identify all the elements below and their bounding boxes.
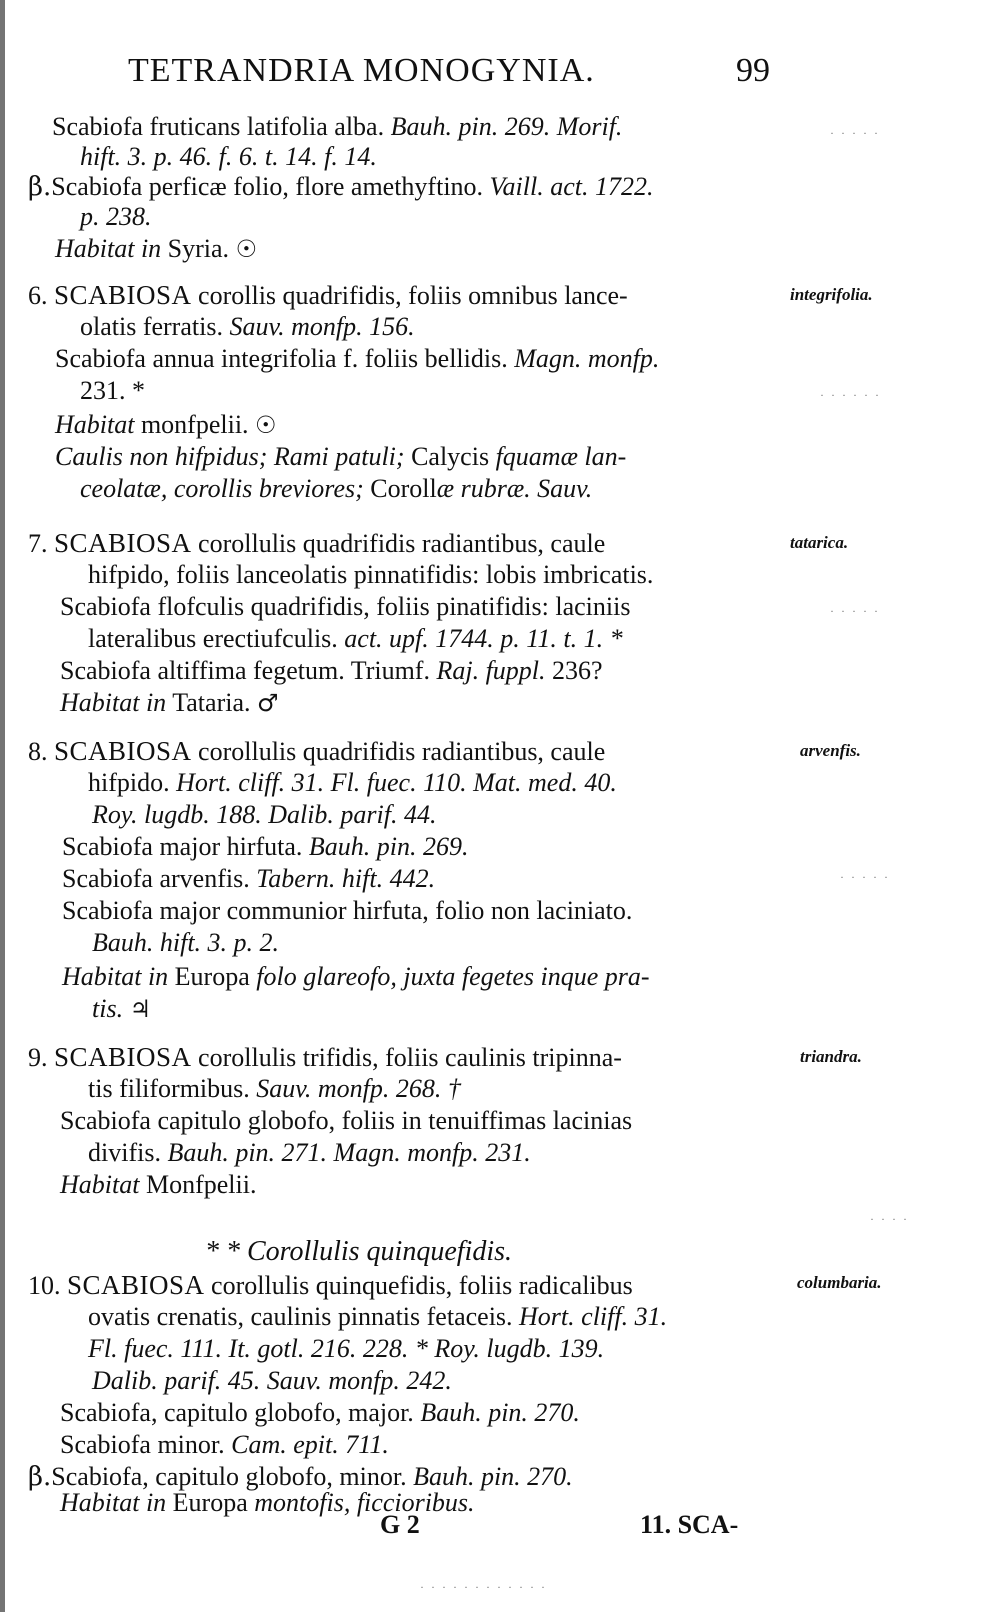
e6-observation-line-2: ceolatæ, corollis breviores; Corollæ rubræ. Sauv.	[80, 474, 593, 503]
scan-noise: · · · · ·	[830, 604, 880, 618]
e6-diagnosis-line-1: 6. SCABIOSA corollis quadrifidis, foliis omnibus lance-	[28, 280, 628, 310]
annual-symbol-icon: ☉	[255, 411, 277, 439]
e5-habitat: Habitat in Syria. ☉	[55, 234, 258, 263]
catchword: 11. SCA-	[640, 1510, 739, 1539]
e10-habitat: Habitat in Europa montofis, ficcioribus.	[60, 1488, 475, 1517]
e9-synonym-line-2: divifis. Bauh. pin. 271. Magn. monfp. 231.	[88, 1138, 531, 1167]
e8-habitat-line-2: tis. ♃	[92, 994, 152, 1023]
running-header	[0, 52, 1000, 92]
e10-synonym-1: Scabiofa, capitulo globofo, major. Bauh. pin. 270.	[60, 1398, 580, 1427]
beta-marker: β.	[28, 1462, 52, 1492]
e6-habitat: Habitat monfpelii. ☉	[55, 410, 277, 439]
scan-noise: · · · · · ·	[820, 388, 881, 402]
e8-synonym-3-line-2: Bauh. hift. 3. p. 2.	[92, 928, 280, 957]
e10-diagnosis-line-1: 10. SCABIOSA corollulis quinquefidis, foliis radicalibus	[28, 1270, 633, 1300]
e8-synonym-2: Scabiofa arvenfis. Tabern. hift. 442.	[62, 864, 436, 893]
e7-margin-epithet: tatarica.	[790, 533, 849, 552]
scan-noise: · · · · ·	[840, 870, 890, 884]
biennial-symbol-icon: ♂	[257, 689, 279, 717]
e8-synonym-3-line-1: Scabiofa major communior hirfuta, folio non laciniato.	[62, 896, 633, 925]
e10-synonym-2: Scabiofa minor. Cam. epit. 711.	[60, 1430, 389, 1459]
e6-synonym-line-1: Scabiofa annua integrifolia f. foliis bellidis. Magn. monfp.	[55, 344, 660, 373]
perennial-symbol-icon: ♃	[129, 995, 152, 1023]
e9-synonym-line-1: Scabiofa capitulo globofo, foliis in tenuiffimas lacinias	[60, 1106, 633, 1135]
e9-diagnosis-line-2: tis filiformibus. Sauv. monfp. 268. †	[88, 1074, 461, 1103]
e8-diagnosis-line-3: Roy. lugdb. 188. Dalib. parif. 44.	[92, 800, 437, 829]
scan-noise: · · · · · · · · · · · ·	[420, 1580, 547, 1594]
section-heading: * * Corollulis quinquefidis.	[205, 1236, 512, 1267]
e10-diagnosis-line-4: Dalib. parif. 45. Sauv. monfp. 242.	[92, 1366, 452, 1395]
e10-diagnosis-line-3: Fl. fuec. 111. It. gotl. 216. 228. * Roy. lugdb. 139.	[88, 1334, 605, 1363]
e7-diagnosis-line-1: 7. SCABIOSA corollulis quadrifidis radiantibus, caule	[28, 528, 606, 558]
e6-observation-line-1: Caulis non hifpidus; Rami patuli; Calycis fquamæ lan-	[55, 442, 627, 471]
running-title: TETRANDRIA MONOGYNIA.	[128, 52, 595, 89]
scan-noise: · · · · ·	[830, 126, 880, 140]
e5-variety-beta-line-1: β.Scabiofa perficæ folio, flore amethyftino. Vaill. act. 1722.	[28, 172, 654, 202]
scan-noise: · · · ·	[870, 1212, 909, 1226]
e10-variety-beta: β.Scabiofa, capitulo globofo, minor. Bauh. pin. 270.	[28, 1462, 573, 1492]
e7-synonym-line-3: Scabiofa altiffima fegetum. Triumf. Raj. fuppl. 236?	[60, 656, 603, 685]
e8-margin-epithet: arvenfis.	[800, 741, 861, 760]
page-number: 99	[736, 52, 770, 89]
e6-synonym-line-2: 231. *	[80, 376, 145, 405]
e9-margin-epithet: triandra.	[800, 1047, 862, 1066]
e9-diagnosis-line-1: 9. SCABIOSA corollulis trifidis, foliis caulinis tripinna-	[28, 1042, 622, 1072]
e7-synonym-line-1: Scabiofa flofculis quadrifidis, foliis pinatifidis: laciniis	[60, 592, 631, 621]
e8-habitat-line-1: Habitat in Europa folo glareofo, juxta fegetes inque pra-	[62, 962, 650, 991]
e7-diagnosis-line-2: hifpido, foliis lanceolatis pinnatifidis: lobis imbricatis.	[88, 560, 654, 589]
e10-diagnosis-line-2: ovatis crenatis, caulinis pinnatis fetaceis. Hort. cliff. 31.	[88, 1302, 668, 1331]
e8-diagnosis-line-2: hifpido. Hort. cliff. 31. Fl. fuec. 110. Mat. med. 40.	[88, 768, 617, 797]
page-footer	[0, 1510, 1000, 1544]
annual-symbol-icon: ☉	[235, 235, 258, 263]
e6-margin-epithet: integrifolia.	[790, 285, 873, 304]
e8-synonym-1: Scabiofa major hirfuta. Bauh. pin. 269.	[62, 832, 469, 861]
e5-synonym-line-1: Scabiofa fruticans latifolia alba. Bauh. pin. 269. Morif.	[52, 112, 623, 141]
e10-margin-epithet: columbaria.	[797, 1273, 882, 1292]
e5-synonym-line-2: hift. 3. p. 46. f. 6. t. 14. f. 14.	[80, 142, 377, 171]
e5-variety-beta-line-2: p. 238.	[80, 202, 152, 231]
e8-diagnosis-line-1: 8. SCABIOSA corollulis quadrifidis radiantibus, caule	[28, 736, 606, 766]
page-binding-edge	[0, 0, 5, 1612]
signature-mark: G 2	[380, 1510, 420, 1539]
e7-habitat: Habitat in Tataria. ♂	[60, 688, 279, 717]
e6-diagnosis-line-2: olatis ferratis. Sauv. monfp. 156.	[80, 312, 415, 341]
e9-habitat: Habitat Monfpelii.	[60, 1170, 257, 1199]
e7-synonym-line-2: lateralibus erectiufculis. act. upf. 1744. p. 11. t. 1. *	[88, 624, 623, 653]
beta-marker: β.	[28, 172, 52, 202]
